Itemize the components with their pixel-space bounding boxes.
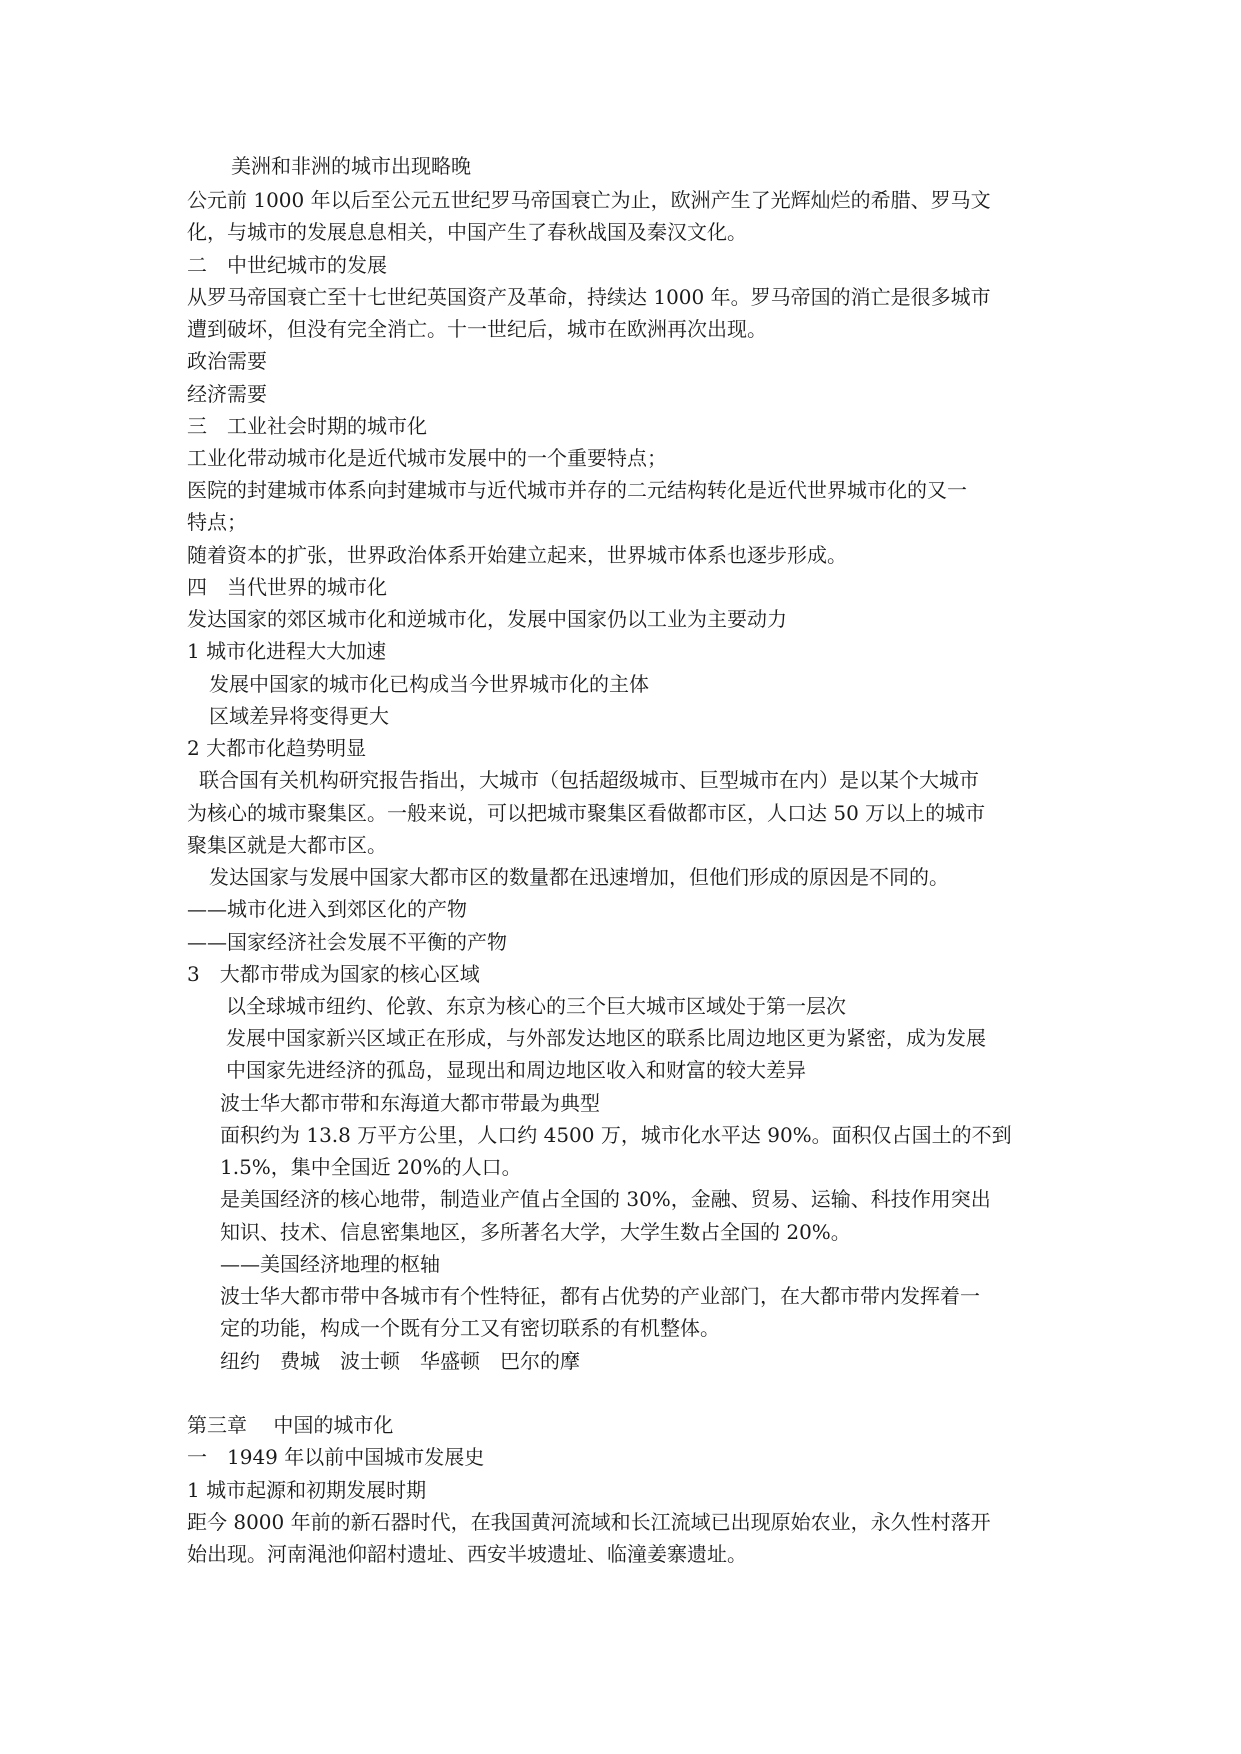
text-line: 中国家先进经济的孤岛，显现出和周边地区收入和财富的较大差异: [226, 1058, 806, 1082]
text-line: 以全球城市纽约、伦敦、东京为核心的三个巨大城市区域处于第一层次: [226, 994, 846, 1018]
text-line: 工业化带动城市化是近代城市发展中的一个重要特点；: [187, 446, 667, 470]
text-line: 发展中国家新兴区域正在形成，与外部发达地区的联系比周边地区更为紧密，成为发展: [226, 1026, 986, 1050]
text-line: 始出现。河南渑池仰韶村遗址、西安半坡遗址、临潼姜寨遗址。: [187, 1542, 747, 1566]
text-line: 公元前 1000 年以后至公元五世纪罗马帝国衰亡为止，欧洲产生了光辉灿烂的希腊、罗马文: [187, 188, 991, 212]
text-line: 是美国经济的核心地带，制造业产值占全国的 30%，金融、贸易、运输、科技作用突出: [220, 1187, 991, 1211]
text-line: 波士华大都市带和东海道大都市带最为典型: [220, 1091, 600, 1115]
subsection-heading: 2 大都市化趋势明显: [187, 736, 367, 760]
text-line: 定的功能，构成一个既有分工又有密切联系的有机整体。: [220, 1316, 720, 1340]
subsection-heading: 1 城市化进程大大加速: [187, 639, 387, 663]
text-line: 知识、技术、信息密集地区，多所著名大学，大学生数占全国的 20%。: [220, 1220, 851, 1244]
text-line: 为核心的城市聚集区。一般来说，可以把城市聚集区看做都市区，人口达 50 万以上的城市: [187, 801, 986, 825]
text-line: 纽约 费城 波士顿 华盛顿 巴尔的摩: [220, 1349, 580, 1373]
text-line: 政治需要: [187, 349, 267, 373]
text-line: ——城市化进入到郊区化的产物: [187, 897, 467, 921]
chapter-heading: 第三章 中国的城市化: [187, 1413, 394, 1437]
section-heading: 三 工业社会时期的城市化: [187, 414, 427, 438]
text-line: 发展中国家的城市化已构成当今世界城市化的主体: [209, 672, 649, 696]
subsection-heading: 3 大都市带成为国家的核心区域: [187, 962, 480, 986]
text-line: 随着资本的扩张，世界政治体系开始建立起来，世界城市体系也逐步形成。: [187, 543, 847, 567]
text-line: 遭到破坏，但没有完全消亡。十一世纪后，城市在欧洲再次出现。: [187, 317, 767, 341]
text-line: 化，与城市的发展息息相关，中国产生了春秋战国及秦汉文化。: [187, 220, 747, 244]
text-line: 发达国家的郊区城市化和逆城市化，发展中国家仍以工业为主要动力: [187, 607, 787, 631]
text-line: 特点；: [187, 510, 247, 534]
subsection-heading: 1 城市起源和初期发展时期: [187, 1478, 427, 1502]
section-heading: 一 1949 年以前中国城市发展史: [187, 1445, 485, 1469]
text-line: 波士华大都市带中各城市有个性特征，都有占优势的产业部门，在大都市带内发挥着一: [220, 1284, 980, 1308]
text-line: ——美国经济地理的枢轴: [220, 1252, 440, 1276]
text-line: 面积约为 13.8 万平方公里，人口约 4500 万，城市化水平达 90%。面积仅占国土的不到: [220, 1123, 1012, 1147]
text-line: 发达国家与发展中国家大都市区的数量都在迅速增加，但他们形成的原因是不同的。: [209, 865, 949, 889]
section-heading: 二 中世纪城市的发展: [187, 253, 387, 277]
text-line: 医院的封建城市体系向封建城市与近代城市并存的二元结构转化是近代世界城市化的又一: [187, 478, 967, 502]
text-line: 1.5%，集中全国近 20%的人口。: [220, 1155, 522, 1179]
text-line: 聚集区就是大都市区。: [187, 833, 387, 857]
text-line: ——国家经济社会发展不平衡的产物: [187, 930, 507, 954]
text-line: 联合国有关机构研究报告指出，大城市（包括超级城市、巨型城市在内）是以某个大城市: [199, 768, 979, 792]
text-line: 区域差异将变得更大: [209, 704, 389, 728]
section-heading: 四 当代世界的城市化: [187, 575, 387, 599]
text-line: 经济需要: [187, 382, 267, 406]
text-line: 从罗马帝国衰亡至十七世纪英国资产及革命，持续达 1000 年。罗马帝国的消亡是很多城市: [187, 285, 991, 309]
text-line: 距今 8000 年前的新石器时代，在我国黄河流域和长江流域已出现原始农业，永久性村落开: [187, 1510, 991, 1534]
text-line: 美洲和非洲的城市出现略晚: [231, 154, 471, 178]
